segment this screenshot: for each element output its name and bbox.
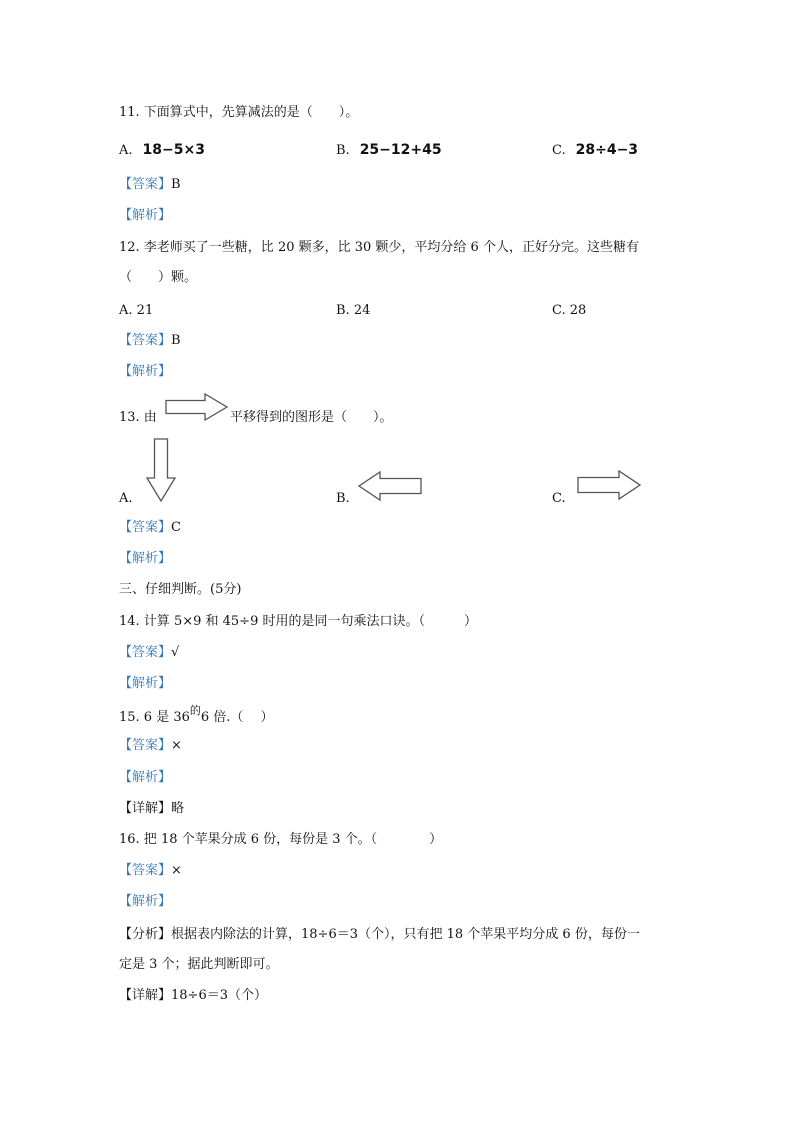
answer-tag: 【答案】 (119, 520, 172, 535)
q16-detail (119, 987, 267, 1005)
q13-option-a: A. (119, 491, 133, 506)
q14-analysis-tag: 【解析】 (119, 676, 172, 691)
option-letter: A. (119, 143, 133, 158)
q14-stem: 14. 计算 5×9 和 45÷9 时用的是同一句乘法口诀。（ ） (119, 614, 477, 629)
answer-tag: 【答案】 (119, 333, 172, 348)
stem-raised-text: 的 (189, 704, 201, 717)
arrow-left-icon (358, 471, 422, 501)
answer-value: × (171, 863, 182, 878)
q11-option-a (119, 141, 205, 160)
option-value: 21 (136, 303, 154, 318)
section-heading: 三、仔细判断。(5分) (119, 582, 242, 597)
q13-stem-prefix: 13. 由 (119, 410, 157, 425)
detail-tag: 【详解】 (119, 801, 172, 816)
answer-tag: 【答案】 (119, 863, 172, 878)
option-letter: B. (336, 143, 350, 158)
option-expression: 28÷4−3 (575, 142, 639, 158)
option-value: 28 (569, 303, 587, 318)
q14-answer (119, 644, 179, 662)
q11-answer (119, 176, 181, 194)
answer-value: × (171, 738, 182, 753)
arrow-right-icon (577, 470, 641, 500)
detail-text: 18÷6＝3（个） (171, 988, 267, 1003)
q16-analysis-tag: 【解析】 (119, 894, 172, 909)
q16-fenxi-line1 (119, 926, 640, 944)
option-expression: 25−12+45 (359, 142, 442, 158)
q12-stem-line1: 12. 李老师买了一些糖，比 20 颗多，比 30 颗少，平均分给 6 个人，正好分完。这些糖有 (119, 240, 639, 255)
q15-detail (119, 800, 184, 818)
detail-text: 略 (171, 801, 185, 816)
answer-tag: 【答案】 (119, 645, 172, 660)
stem-text: 15. 6 是 36 (119, 710, 190, 725)
q11-option-b (336, 141, 442, 160)
option-letter: B. (336, 303, 350, 318)
q12-analysis-tag: 【解析】 (119, 364, 172, 379)
answer-tag: 【答案】 (119, 738, 172, 753)
fenxi-tag: 【分析】 (119, 927, 172, 942)
q13-analysis-tag: 【解析】 (119, 551, 172, 566)
q11-analysis-tag: 【解析】 (119, 208, 172, 223)
option-letter: C. (552, 143, 566, 158)
q11-stem: 11. 下面算式中，先算减法的是（ ）。 (119, 105, 359, 120)
answer-value: B (171, 333, 181, 348)
q16-answer (119, 862, 182, 880)
fenxi-text: 根据表内除法的计算，18÷6＝3（个），只有把 18 个苹果平均分成 6 份，每份一 (171, 927, 640, 942)
q16-fenxi-line2: 定是 3 个；据此判断即可。 (119, 957, 279, 972)
detail-tag: 【详解】 (119, 988, 172, 1003)
q13-option-b: B. (336, 491, 350, 506)
q12-option-a (119, 302, 153, 320)
answer-value: B (171, 177, 181, 192)
q13-answer (119, 519, 181, 537)
answer-value: √ (171, 645, 180, 660)
q12-answer (119, 332, 181, 350)
q13-stem-suffix: 平移得到的图形是（ ）。 (230, 410, 393, 425)
q12-option-b (336, 302, 370, 320)
option-letter: C. (552, 303, 566, 318)
q15-answer (119, 737, 182, 755)
q16-stem: 16. 把 18 个苹果分成 6 份，每份是 3 个。（ ） (119, 832, 443, 847)
option-letter: A. (119, 303, 133, 318)
q12-stem-line2: （ ）颗。 (119, 270, 198, 285)
option-expression: 18−5×3 (142, 142, 205, 158)
stem-text: 6 倍.（ ） (200, 710, 274, 725)
answer-value: C (171, 520, 181, 535)
option-value: 24 (353, 303, 371, 318)
arrow-down-icon (146, 438, 176, 502)
q15-analysis-tag: 【解析】 (119, 770, 172, 785)
q11-option-c (552, 141, 638, 160)
arrow-right-icon (165, 393, 229, 421)
q15-stem (119, 704, 274, 727)
q12-option-c (552, 302, 586, 320)
q13-option-c: C. (552, 491, 566, 506)
answer-tag: 【答案】 (119, 177, 172, 192)
